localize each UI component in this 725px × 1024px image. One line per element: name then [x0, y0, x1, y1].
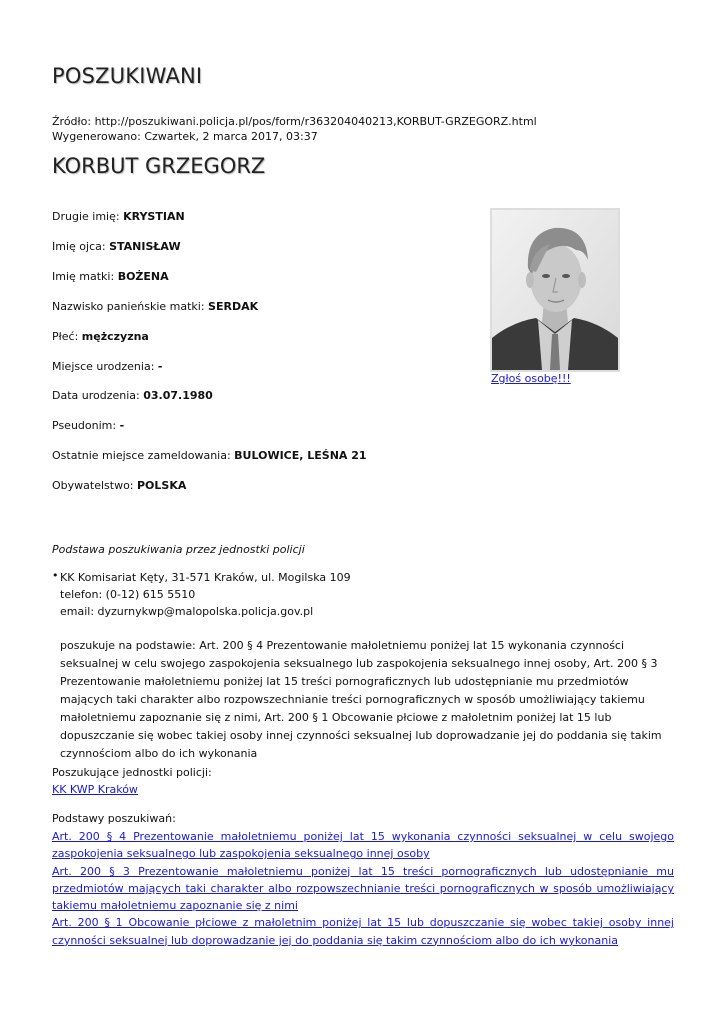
field-middle-name: Drugie imię: KRYSTIAN	[52, 210, 185, 223]
field-alias: Pseudonim: -	[52, 419, 125, 432]
field-citizenship: Obywatelstwo: POLSKA	[52, 479, 187, 492]
field-mother-maiden-name: Nazwisko panieńskie matki: SERDAK	[52, 300, 259, 313]
basis-link-art-200-4[interactable]: Art. 200 § 4 Prezentowanie małoletniemu poniżej lat 15 wykonania czynności seksualnej w celu swojego zaspokojenia seksualnego lub zaspokojenia seksualnego innej osoby	[52, 830, 674, 861]
person-photo	[490, 208, 620, 372]
field-birthdate: Data urodzenia: 03.07.1980	[52, 389, 213, 402]
field-father-name: Imię ojca: STANISŁAW	[52, 240, 181, 253]
basis-link-art-200-3[interactable]: Art. 200 § 3 Prezentowanie małoletniemu poniżej lat 15 treści pornograficznych lub udostępnianie mu przedmiotów mających taki charakter albo rozpowszechnianie treści pornograficznych w sposób umożliwiający takiemu małoletniemu zapoznanie się z nimi	[52, 864, 674, 913]
person-name: KORBUT GRZEGORZ	[52, 154, 266, 178]
field-last-address: Ostatnie miejsce zameldowania: BULOWICE, LEŚNA 21	[52, 449, 367, 462]
report-person-link[interactable]: Zgłoś osobę!!!	[491, 372, 571, 385]
basis-text: poszukuje na podstawie: Art. 200 § 4 Prezentowanie małoletniemu poniżej lat 15 wykonania czynności seksualnej w celu swojego zaspokojenia seksualnego lub zaspokojenia seksualnego innej osoby, Art. 200 § 3 Prezentowanie małoletniemu poniżej lat 15 treści pornograficznych lub udostępnianie mu przedmiotów mających taki charakter albo rozpowszechnianie treści pornograficznych w sposób umożliwiający takiemu małoletniemu zapoznanie się z nimi, Art. 200 § 1 Obcowanie płciowe z małoletnim poniżej lat 15 lub dopuszczanie się wobec takiej osoby innej czynności seksualnej lub doprowadzanie jej do poddania się takim czynnościom albo do ich wykonania	[60, 639, 662, 760]
unit-address: KK Komisariat Kęty, 31-571 Kraków, ul. Mogilska 109	[60, 571, 351, 584]
field-birthplace: Miejsce urodzenia: -	[52, 360, 163, 373]
police-unit-link[interactable]: KK KWP Kraków	[52, 783, 138, 796]
generated-line: Wygenerowano: Czwartek, 2 marca 2017, 03:37	[52, 130, 318, 143]
field-sex: Płeć: mężczyzna	[52, 330, 149, 343]
document-meta	[52, 114, 537, 144]
bases-list	[52, 828, 674, 949]
unit-email: email: dyzurnykwp@malopolska.policja.gov.pl	[60, 605, 314, 618]
field-mother-name: Imię matki: BOŻENA	[52, 270, 169, 283]
basis-link-art-200-1[interactable]: Art. 200 § 1 Obcowanie płciowe z małoletnim poniżej lat 15 lub dopuszczanie się wobec takiej osoby innej czynności seksualnej lub doprowadzanie jej do poddania się takim czynnościom albo do ich wykonania	[52, 916, 674, 947]
bullet-icon: •	[52, 569, 59, 582]
section-title: Podstawa poszukiwania przez jednostki policji	[52, 543, 305, 556]
unit-phone: telefon: (0-12) 615 5510	[60, 588, 196, 601]
person-photo-frame	[490, 208, 620, 372]
site-title: POSZUKIWANI	[52, 64, 203, 88]
units-heading: Poszukujące jednostki policji:	[52, 766, 212, 779]
bases-heading: Podstawy poszukiwań:	[52, 812, 176, 825]
source-line: Źródło: http://poszukiwani.policja.pl/pos/form/r363204040213,KORBUT-GRZEGORZ.html	[52, 115, 537, 128]
